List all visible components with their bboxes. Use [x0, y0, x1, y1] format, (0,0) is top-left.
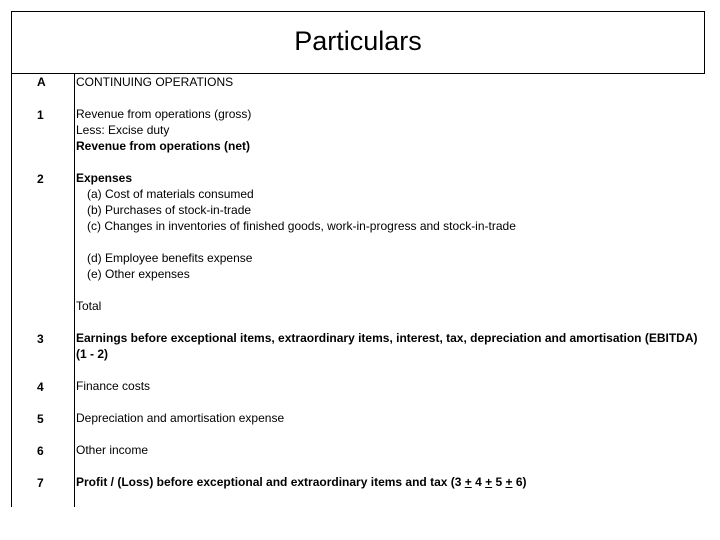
- section-continuing-operations: CONTINUING OPERATIONS: [76, 75, 234, 89]
- profit-label-prefix: Profit / (Loss) before exceptional and extraordinary items and tax (3: [76, 475, 465, 489]
- row-number-a: A: [37, 75, 46, 89]
- header-cell: [11, 11, 705, 74]
- profit-mid-2: 5: [492, 475, 506, 489]
- row-number-4: 4: [37, 380, 44, 394]
- less-excise-duty: Less: Excise duty: [76, 123, 170, 137]
- depreciation-expense: Depreciation and amortisation expense: [76, 411, 285, 425]
- expense-item-b: (b) Purchases of stock-in-trade: [87, 203, 252, 217]
- column-divider: [74, 73, 75, 507]
- finance-costs: Finance costs: [76, 379, 151, 393]
- ebitda-formula: (1 - 2): [76, 347, 109, 361]
- row-3-text: [76, 330, 698, 362]
- expenses-total: Total: [76, 299, 102, 313]
- revenue-gross: Revenue from operations (gross): [76, 107, 252, 121]
- page-title: Particulars: [294, 26, 422, 56]
- profit-mid-1: 4: [471, 475, 486, 489]
- plus-minus-1: +: [464, 475, 472, 489]
- profit-before-exceptional: [76, 474, 527, 490]
- profit-suffix: 6): [512, 475, 527, 489]
- ebitda-label: Earnings before exceptional items, extraordinary items, interest, tax, depreciation and amortisation (EBITDA): [76, 331, 698, 345]
- revenue-net: Revenue from operations (net): [76, 139, 251, 153]
- other-income: Other income: [76, 443, 149, 457]
- row-2-text: [76, 170, 516, 314]
- expenses-heading: Expenses: [76, 171, 133, 185]
- expense-item-e: (e) Other expenses: [87, 267, 190, 281]
- plus-minus-3: +: [505, 475, 513, 489]
- row-number-1: 1: [37, 108, 44, 122]
- row-number-6: 6: [37, 444, 44, 458]
- plus-minus-2: +: [485, 475, 493, 489]
- row-number-5: 5: [37, 412, 44, 426]
- row-number-7: 7: [37, 476, 44, 490]
- row-number-2: 2: [37, 172, 44, 186]
- row-1-text: [76, 106, 251, 154]
- expense-item-c: (c) Changes in inventories of finished goods, work-in-progress and stock-in-trade: [87, 219, 516, 233]
- row-number-3: 3: [37, 332, 44, 346]
- expense-item-d: (d) Employee benefits expense: [87, 251, 253, 265]
- expense-item-a: (a) Cost of materials consumed: [87, 187, 254, 201]
- left-border: [11, 73, 12, 507]
